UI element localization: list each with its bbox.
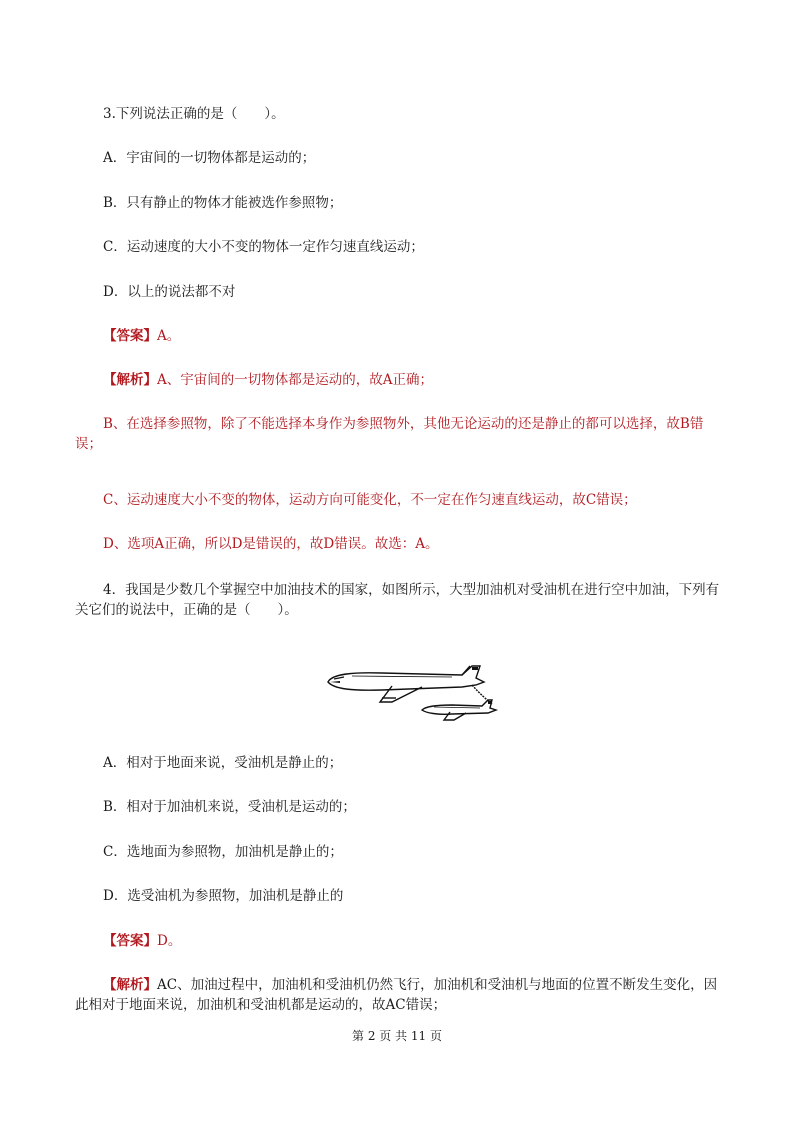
q3-analysis-d: D、选项A正确，所以D是错误的，故D错误。故选：A。 <box>103 536 439 552</box>
q4-option-a: A．相对于地面来说，受油机是静止的； <box>103 755 343 771</box>
q3-analysis-c: C、运动速度大小不变的物体，运动方向可能变化，不一定在作匀速直线运动，故C错误； <box>103 492 637 508</box>
q3-option-c: C．运动速度的大小不变的物体一定作匀速直线运动； <box>103 239 424 255</box>
q4-option-d: D．选受油机为参照物，加油机是静止的 <box>103 888 344 904</box>
answer-text: D。 <box>157 933 182 949</box>
analysis-tag: 【解析】 <box>103 977 157 993</box>
refueling-airplanes-figure <box>322 652 502 724</box>
q3-analysis-b: B、在选择参照物，除了不能选择本身作为参照物外，其他无论运动的还是静止的都可以选择，故B错误； <box>75 416 704 452</box>
q3-option-a: A．宇宙间的一切物体都是运动的； <box>103 150 316 166</box>
page-footer: 第 2 页 共 11 页 <box>352 1029 442 1043</box>
answer-text: A。 <box>157 328 181 344</box>
q3-analysis-a <box>103 370 433 390</box>
q4-option-c: C．选地面为参照物，加油机是静止的； <box>103 844 343 860</box>
analysis-text: AC、加油过程中，加油机和受油机仍然飞行，加油机和受油机与地面的位置不断发生变化，因此相对于地面来说，加油机和受油机都是运动的，故AC错误； <box>75 977 718 1013</box>
q3-answer <box>103 326 180 346</box>
analysis-text: A、宇宙间的一切物体都是运动的，故A正确； <box>157 372 433 388</box>
q3-option-b: B．只有静止的物体才能被选作参照物； <box>103 195 343 211</box>
q3-option-d: D．以上的说法都不对 <box>103 284 236 300</box>
q4-stem: 4．我国是少数几个掌握空中加油技术的国家，如图所示，大型加油机对受油机在进行空中加油，下列有关它们的说法中，正确的是（ ）。 <box>75 582 720 618</box>
analysis-tag: 【解析】 <box>103 372 157 388</box>
receiver-fuselage <box>422 700 496 714</box>
answer-tag: 【答案】 <box>103 328 157 344</box>
q3-stem: 3.下列说法正确的是（ ）。 <box>103 106 285 122</box>
tanker-fuselage <box>328 666 484 690</box>
q4-analysis-ac <box>75 975 725 1015</box>
q4-answer <box>103 931 181 951</box>
q4-option-b: B．相对于加油机来说，受油机是运动的； <box>103 799 356 815</box>
answer-tag: 【答案】 <box>103 933 157 949</box>
